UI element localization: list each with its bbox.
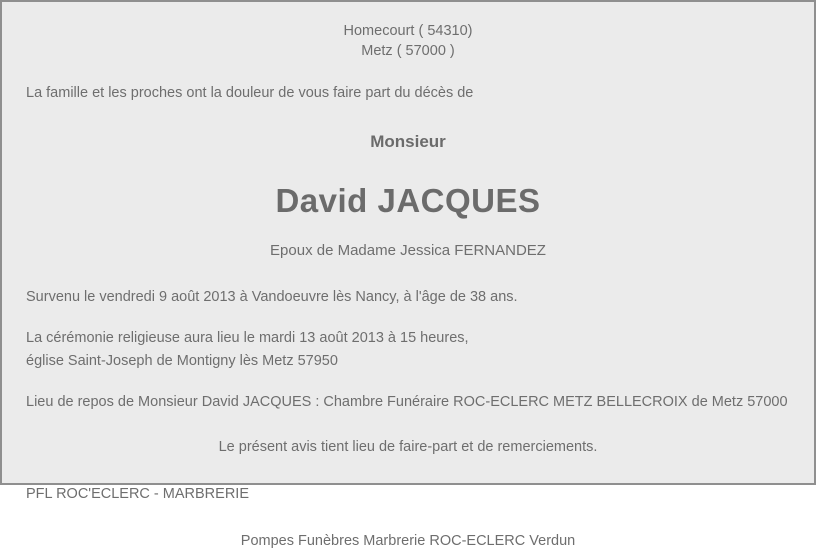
locations-block [26,22,790,61]
thanks-text: Le présent avis tient lieu de faire-part et de remerciements. [218,439,598,456]
deceased-name: David JACQUES [275,182,541,220]
passing-text: Survenu le vendredi 9 août 2013 à Vandoeuvre lès Nancy, à l'âge de 38 ans. [26,289,518,306]
company-text: PFL ROC'ECLERC - MARBRERIE [26,486,249,503]
honorific-title: Monsieur [370,132,446,152]
funeral-home-block [26,531,790,552]
ceremony-block [26,328,790,372]
passing-block [26,287,790,308]
resting-place-block [26,392,790,413]
location-line-1: Homecourt ( 54310) [343,23,473,39]
company-block [26,484,790,505]
funeral-home-text: Pompes Funèbres Marbrerie ROC-ECLERC Verdun [240,533,576,550]
ceremony-line-1: La cérémonie religieuse aura lieu le mardi 13 août 2013 à 15 heures, [26,330,469,347]
spouse-text: Epoux de Madame Jessica FERNANDEZ [270,242,546,260]
intro-text: La famille et les proches ont la douleur de vous faire part du décès de [26,85,474,102]
ceremony-line-2: église Saint-Joseph de Montigny lès Metz 57950 [26,353,338,370]
thanks-block [26,437,790,458]
intro-block [26,83,790,104]
resting-place-text: Lieu de repos de Monsieur David JACQUES : Chambre Funéraire ROC-ECLERC METZ BELLECROIX de Metz 57000 [26,394,788,411]
location-line-2: Metz ( 57000 ) [361,42,455,59]
